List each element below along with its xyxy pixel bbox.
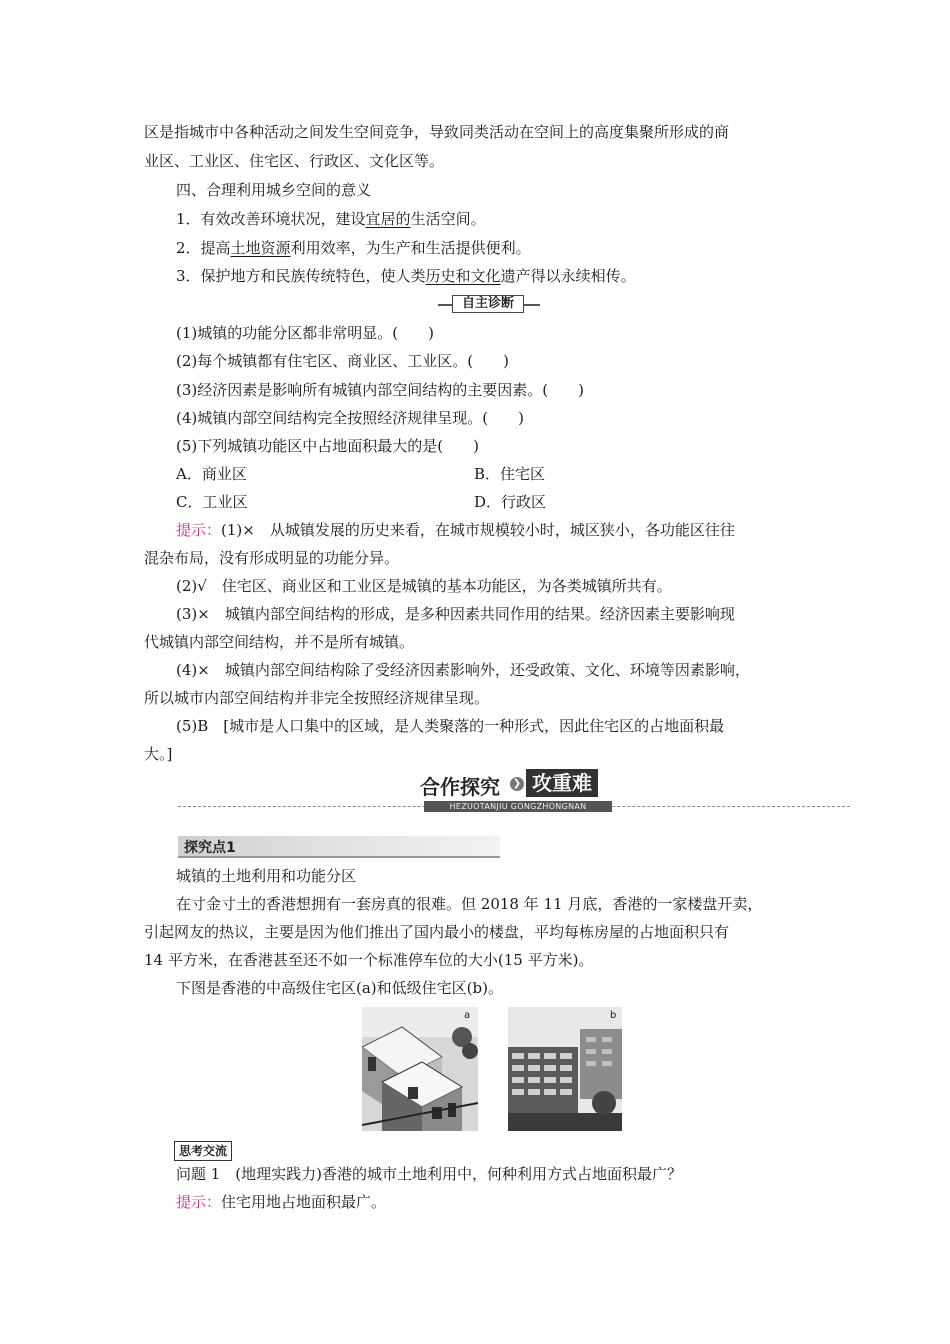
option-c: C．工业区: [176, 493, 248, 511]
paragraph-line: 区是指城市中各种活动之间发生空间竞争，导致同类活动在空间上的高度集聚所形成的商: [144, 123, 730, 141]
list-item: [176, 209, 486, 229]
question: (3)经济因素是影响所有城镇内部空间结构的主要因素。( ): [176, 381, 584, 399]
section-heading: 四、合理利用城乡空间的意义: [176, 181, 372, 199]
hint-label: 提示：: [176, 1193, 222, 1211]
option-a: A．商业区: [176, 465, 247, 483]
paragraph-line: 业区、工业区、住宅区、行政区、文化区等。: [144, 152, 445, 170]
explore-point-banner: [178, 836, 500, 858]
question: (2)每个城镇都有住宅区、商业区、工业区。( ): [176, 352, 509, 370]
diagnosis-title: 自主诊断: [452, 295, 524, 313]
explore-point-label: 探究点1: [184, 840, 236, 856]
option-d: D．行政区: [474, 493, 547, 511]
hint-line: [176, 520, 735, 540]
paragraph-line: 14 平方米，在香港甚至还不如一个标准停车位的大小(15 平方米)。: [144, 951, 594, 969]
photo-low-end-residential: [508, 1007, 622, 1131]
hint-line: 所以城市内部空间结构并非完全按照经济规律呈现。: [144, 689, 490, 707]
list-item-text: 3．保护地方和民族传统特色，使人类: [176, 267, 426, 285]
hint-text: (1)× 从城镇发展的历史来看，在城市规模较小时，城区狭小，各功能区往往: [221, 521, 735, 539]
hint-line: (5)B [城市是人口集中的区域，是人类聚落的一种形式，因此住宅区的占地面积最: [176, 717, 725, 735]
question: (1)城镇的功能分区都非常明显。( ): [176, 324, 434, 342]
hint-line: (4)× 城镇内部空间结构除了受经济因素影响外，还受政策、文化、环境等因素影响，: [176, 661, 750, 679]
list-item-text: 利用效率，为生产和生活提供便利。: [290, 239, 531, 257]
underlined-term: 历史和文化: [425, 267, 501, 285]
section-title: [418, 771, 614, 799]
option-b: B．住宅区: [474, 465, 546, 483]
hint-line: 代城镇内部空间结构，并不是所有城镇。: [144, 633, 415, 651]
list-item: [176, 238, 531, 258]
underlined-term: 土地资源: [230, 239, 291, 257]
photo-b-label: b: [610, 1010, 617, 1021]
hint-line: 混杂布局，没有形成明显的功能分异。: [144, 549, 400, 567]
photo-a-label: a: [464, 1010, 471, 1021]
question: 问题 1 (地理实践力)香港的城市土地利用中，何种利用方式占地面积最广？: [176, 1165, 683, 1183]
photo-a-graphic: [362, 1007, 478, 1131]
question: (4)城镇内部空间结构完全按照经济规律呈现。( ): [176, 409, 524, 427]
list-item: [176, 266, 636, 286]
hint-label: 提示：: [176, 521, 222, 539]
section-pinyin: HEZUOTANJIU GONGZHONGNAN: [424, 801, 612, 812]
think-exchange-label: 思考交流: [174, 1141, 232, 1161]
section-title-part1: 合作探究: [420, 775, 500, 799]
explore-topic: 城镇的土地利用和功能分区: [176, 867, 357, 885]
hint-line: (3)× 城镇内部空间结构的形成，是多种因素共同作用的结果。经济因素主要影响现: [176, 605, 735, 623]
list-item-text: 生活空间。: [410, 210, 486, 228]
hint-line: (2)√ 住宅区、商业区和工业区是城镇的基本功能区，为各类城镇所共有。: [176, 577, 672, 595]
paragraph-line: 引起网友的热议，主要是因为他们推出了国内最小的楼盘，平均每栋房屋的占地面积只有: [144, 923, 730, 941]
list-item-text: 1．有效改善环境状况，建设: [176, 210, 366, 228]
hint-line: [176, 1192, 386, 1212]
section-title-part2: 攻重难: [526, 769, 598, 797]
underlined-term: 宜居的: [365, 210, 411, 228]
question: (5)下列城镇功能区中占地面积最大的是( ): [176, 437, 479, 455]
photo-high-end-residential: [362, 1007, 478, 1131]
paragraph-line: 下图是香港的中高级住宅区(a)和低级住宅区(b)。: [176, 979, 503, 997]
hint-line: 大。]: [144, 745, 173, 763]
diagnosis-banner: [438, 294, 540, 314]
hint-text: 住宅用地占地面积最广。: [221, 1193, 387, 1211]
list-item-text: 遗产得以永续相传。: [500, 267, 636, 285]
photo-b-graphic: [508, 1007, 622, 1131]
paragraph-line: 在寸金寸土的香港想拥有一套房真的很难。但 2018 年 11 月底，香港的一家楼盘开卖，: [176, 895, 763, 913]
chevron-right-icon: ❯: [510, 777, 524, 791]
list-item-text: 2．提高: [176, 239, 231, 257]
